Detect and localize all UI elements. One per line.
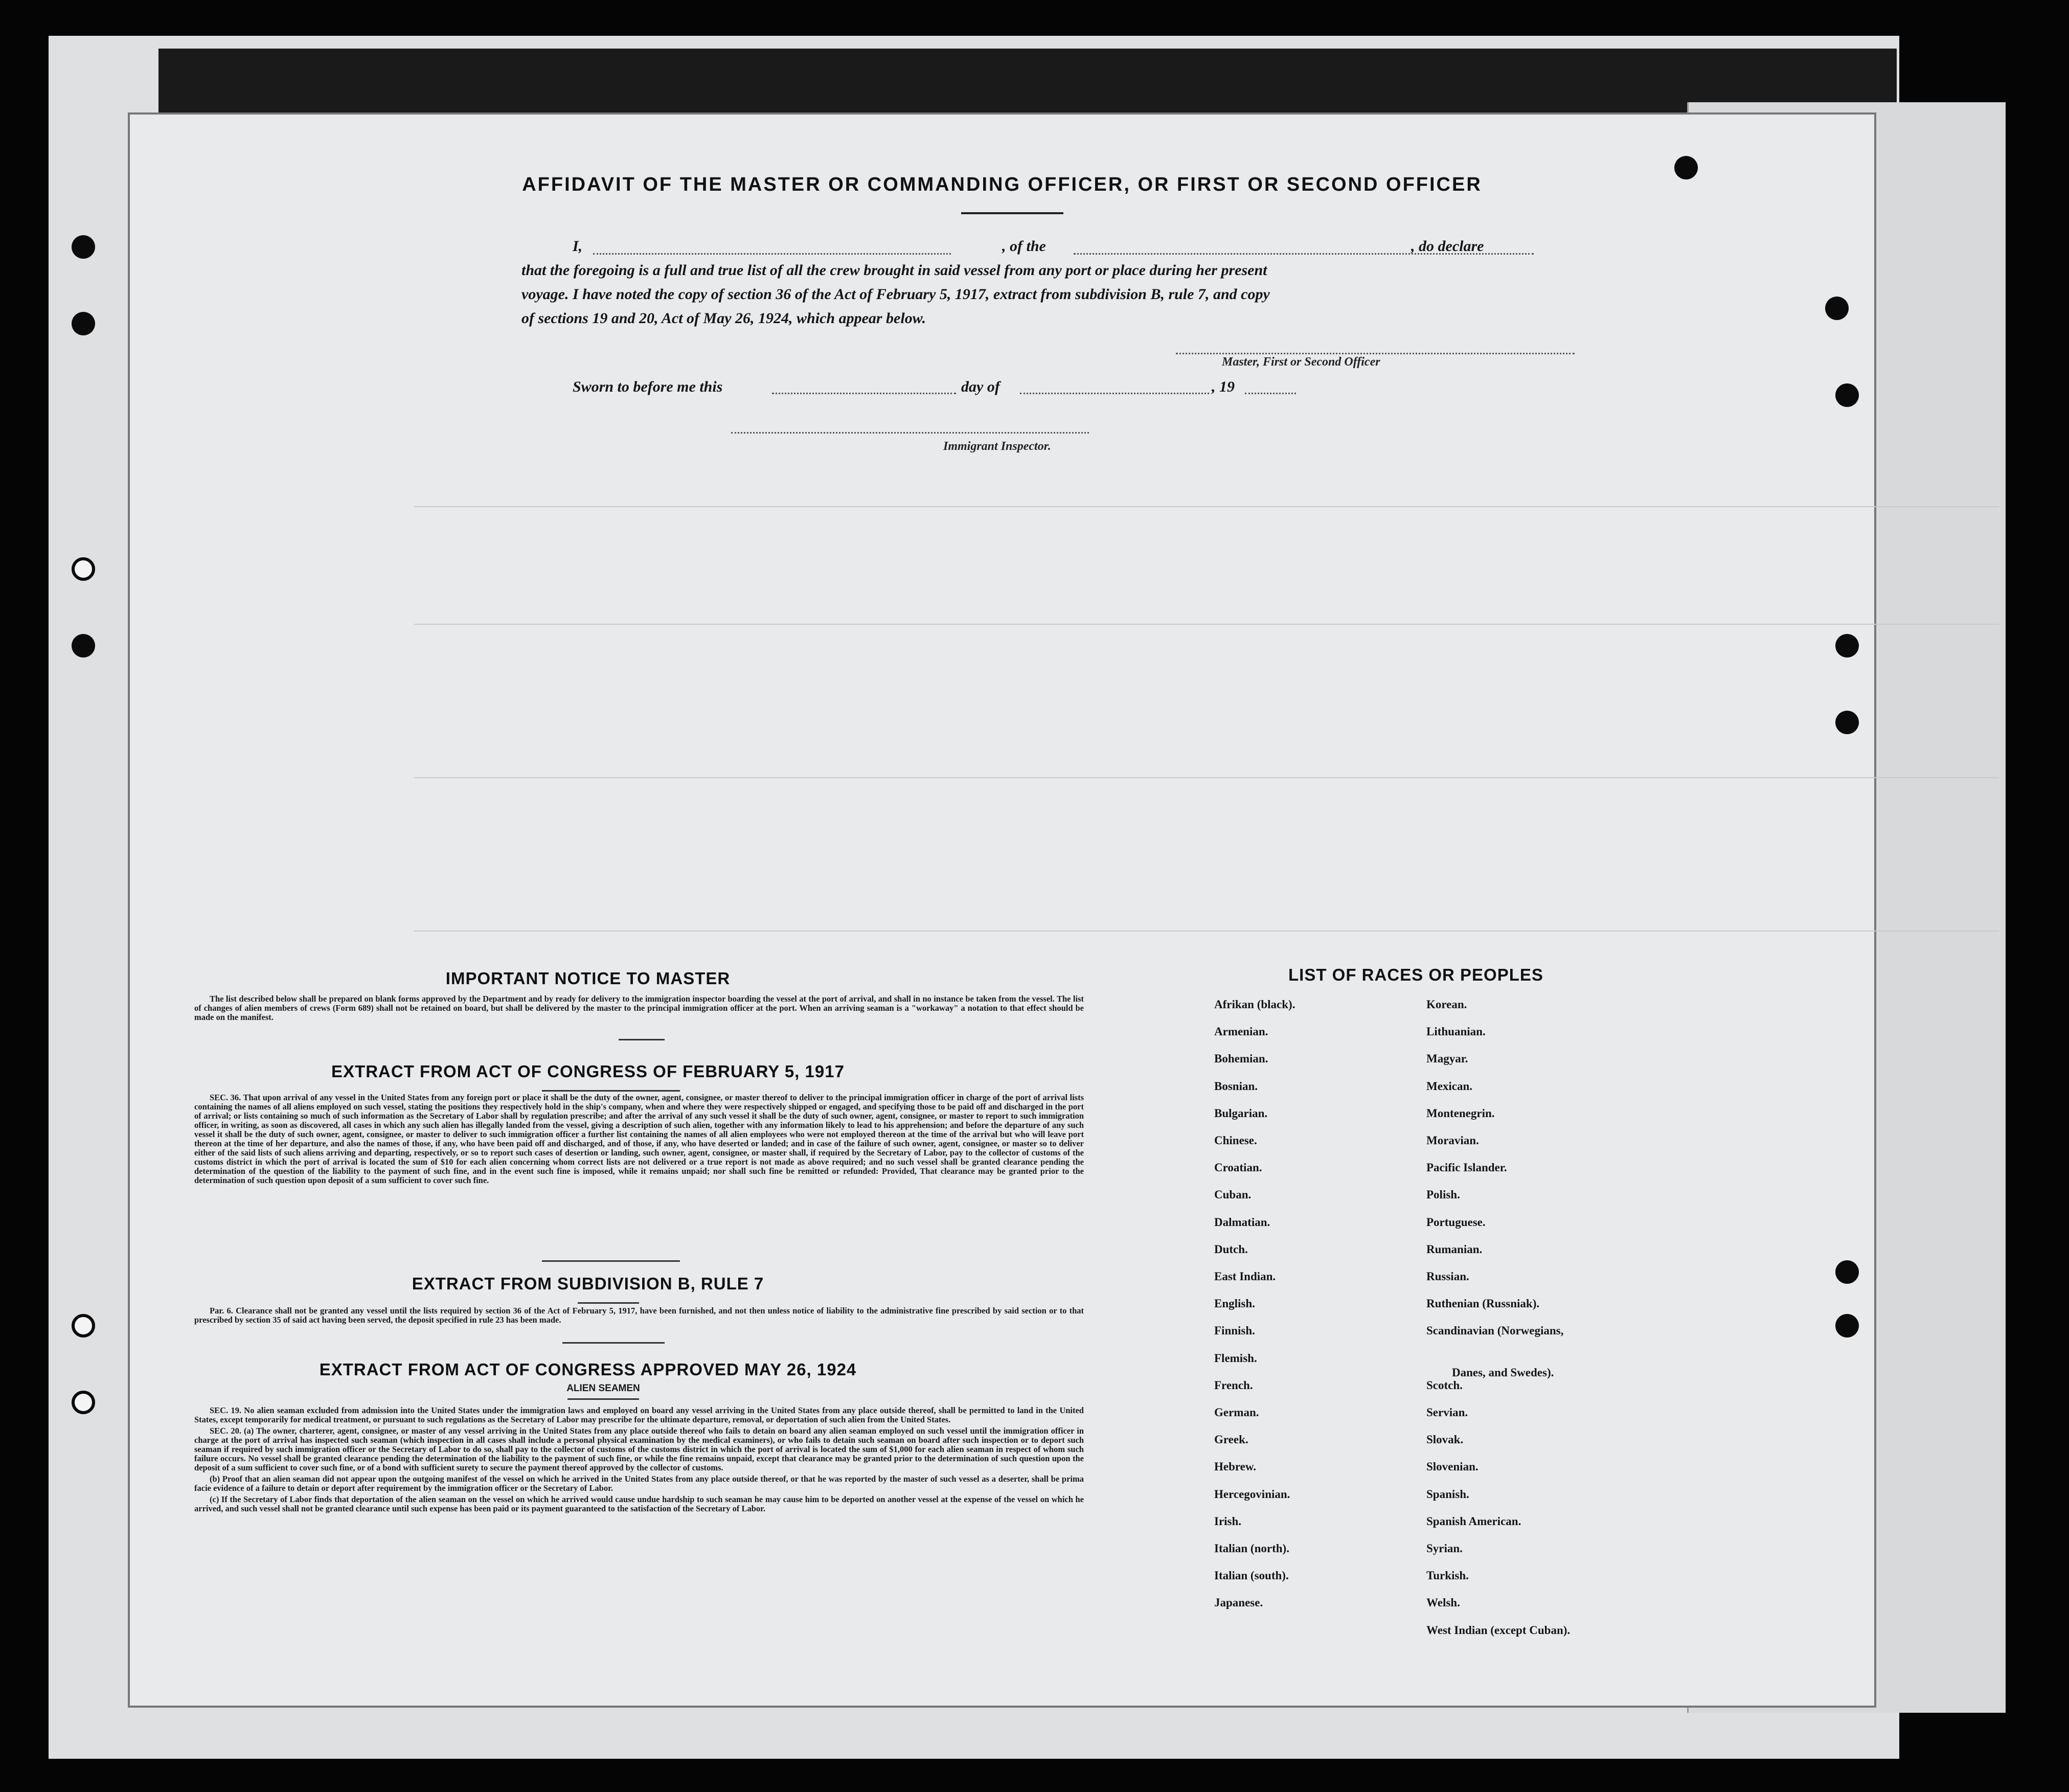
race-item: Afrikan (black). bbox=[1214, 998, 1295, 1011]
section-divider bbox=[619, 1039, 665, 1040]
rule7-text: Par. 6. Clearance shall not be granted any vessel until the lists required by section 36 of the Act of February 5, 1917, have been furnished, and not then unless notice of liability to the administrative fine prescribed by said section or to that prescribed by section 35 of said act having been served, the deposit specified in rule 23 has been made. bbox=[194, 1306, 1084, 1325]
race-item: Welsh. bbox=[1426, 1596, 1460, 1609]
race-item: Dalmatian. bbox=[1214, 1215, 1270, 1229]
affidavit-of-the: , of the bbox=[1002, 238, 1046, 255]
section-divider bbox=[562, 1342, 665, 1344]
sworn-day-label: day of bbox=[961, 378, 1000, 395]
race-item: Servian. bbox=[1426, 1406, 1468, 1419]
binder-hole-icon bbox=[72, 235, 95, 259]
race-item: German. bbox=[1214, 1406, 1259, 1419]
section-divider bbox=[542, 1090, 680, 1092]
race-item: Polish. bbox=[1426, 1188, 1460, 1201]
sworn-month-field[interactable] bbox=[1020, 393, 1209, 394]
section-divider bbox=[542, 1260, 680, 1262]
binder-hole-icon bbox=[1835, 1260, 1859, 1284]
race-item: Scandinavian (Norwegians, bbox=[1426, 1324, 1564, 1337]
race-item: Portuguese. bbox=[1426, 1215, 1486, 1229]
binder-hole-icon bbox=[72, 634, 95, 657]
title-rule bbox=[961, 212, 1063, 214]
race-item: Italian (north). bbox=[1214, 1542, 1289, 1555]
race-item: Italian (south). bbox=[1214, 1569, 1289, 1582]
sworn-year-field[interactable] bbox=[1245, 393, 1296, 394]
race-item: Bosnian. bbox=[1214, 1079, 1258, 1093]
notice-title: IMPORTANT NOTICE TO MASTER bbox=[445, 969, 731, 988]
race-item: Irish. bbox=[1214, 1514, 1242, 1528]
affidavit-line-2: that the foregoing is a full and true list of all the crew brought in said vessel from any port or place during her present bbox=[521, 262, 1267, 279]
races-title: LIST OF RACES OR PEOPLES bbox=[1288, 965, 1543, 984]
binder-hole-icon bbox=[1835, 634, 1859, 657]
name-field[interactable] bbox=[593, 253, 951, 255]
affidavit-declare: , do declare bbox=[1411, 238, 1484, 255]
race-item: Korean. bbox=[1426, 998, 1467, 1011]
race-item: Russian. bbox=[1426, 1270, 1469, 1283]
sworn-day-field[interactable] bbox=[772, 393, 956, 394]
race-item: Montenegrin. bbox=[1426, 1106, 1495, 1120]
affidavit-title: AFFIDAVIT OF THE MASTER OR COMMANDING OFFICER, OR FIRST OR SECOND OFFICER bbox=[522, 174, 1482, 195]
race-item: Ruthenian (Russniak). bbox=[1426, 1297, 1540, 1310]
race-item: Bulgarian. bbox=[1214, 1106, 1268, 1120]
affidavit-page bbox=[128, 112, 1876, 1708]
race-item: Japanese. bbox=[1214, 1596, 1263, 1609]
race-item: Pacific Islander. bbox=[1426, 1161, 1507, 1174]
race-item: Cuban. bbox=[1214, 1188, 1252, 1201]
affidavit-i: I, bbox=[573, 238, 583, 255]
race-item: Dutch. bbox=[1214, 1242, 1248, 1256]
notice-text: The list described below shall be prepared on blank forms approved by the Department and by ready for delivery to the immigration inspector boarding the vessel at the port of arrival, and shall in no instance be taken from the vessel. The list of changes of alien members of crews (Form 689) shall not be retained on board, but shall be delivered by the master to the principal immigration officer at the port. When an arriving seaman is a "workaway" a notation to that effect should be made on the manifest. bbox=[194, 994, 1084, 1022]
race-item: Danes, and Swedes). bbox=[1452, 1366, 1554, 1379]
affidavit-line-4: of sections 19 and 20, Act of May 26, 1924, which appear below. bbox=[521, 310, 926, 327]
race-item: Chinese. bbox=[1214, 1134, 1257, 1147]
race-item: Slovenian. bbox=[1426, 1460, 1479, 1473]
affidavit-line-3: voyage. I have noted the copy of section 36 of the Act of February 5, 1917, extract from subdivision B, rule 7, and copy bbox=[521, 286, 1270, 303]
race-item: Mexican. bbox=[1426, 1079, 1473, 1093]
sworn-prefix: Sworn to before me this bbox=[573, 378, 723, 395]
binder-hole-icon bbox=[1835, 1314, 1859, 1337]
binder-hole-icon bbox=[1835, 383, 1859, 407]
race-item: Moravian. bbox=[1426, 1134, 1479, 1147]
inspector-signature-field[interactable] bbox=[731, 432, 1089, 434]
section-divider bbox=[567, 1398, 639, 1400]
race-item: Bohemian. bbox=[1214, 1052, 1268, 1065]
master-caption: Master, First or Second Officer bbox=[1222, 355, 1380, 369]
race-item: English. bbox=[1214, 1297, 1255, 1310]
inspector-caption: Immigrant Inspector. bbox=[943, 440, 1051, 453]
race-item: Croatian. bbox=[1214, 1161, 1262, 1174]
binder-hole-icon bbox=[72, 1391, 95, 1414]
race-item: Magyar. bbox=[1426, 1052, 1468, 1065]
race-item: Spanish American. bbox=[1426, 1514, 1521, 1528]
race-item: West Indian (except Cuban). bbox=[1426, 1623, 1571, 1637]
extract-1917-text: SEC. 36. That upon arrival of any vessel in the United States from any foreign port or place it shall be the duty of the owner, agent, consignee, or master thereof to deliver to the principal immigration officer in charge of the port of arrival lists containing the names of all aliens employed on such vessel, stating the positions they respectively hold in the ship's company, when and where they were respectively shipped or engaged, and specifying those to be paid off and discharged in the port of arrival; or lists containing so much of such information as the Secretary of Labor shall by regulation prescribe; and after the arrival of any such vessel it shall be the duty of such owner, agent, consignee, or master to report to such immigration officer, in writing, as soon as discovered, all cases in which any such alien has illegally landed from the vessel, giving a description of such alien, together with any information likely to lead to his apprehension; and before the departure of any such vessel it shall be the duty of such owner, agent, consignee, or master to deliver to such immigration officer a further list containing the names of all alien employees who were not employed thereon at the time of the arrival but who will leave port thereon at the time of her departure, and also the names of those, if any, who have been paid off and discharged, and of those, if any, who have deserted or landed; and in case of the failure of such owner, agent, consignee, or master so to deliver either of the said lists of such aliens arriving and departing, respectively, or so to report such cases of desertion or landing, such owner, agent, consignee, or master shall, if required by the Secretary of Labor, pay to the collector of customs of the customs district in which the port of arrival is located the sum of $10 for each alien concerning whom correct lists are not delivered or a true report is not made as above required; and no such vessel shall be granted clearance pending the determination of the question of the liability to the payment of such fine, and in the event such fine is imposed, while it remains unpaid; nor shall such fine be remitted or refunded: Provided, That clearance may be granted prior to the determination of such question upon deposit of a sum sufficient to cover such fine. bbox=[194, 1093, 1084, 1185]
race-item: French. bbox=[1214, 1378, 1253, 1392]
alien-seamen-subtitle: ALIEN SEAMEN bbox=[566, 1383, 640, 1394]
extract-1924-title: EXTRACT FROM ACT OF CONGRESS APPROVED MAY 26, 1924 bbox=[319, 1360, 857, 1379]
race-item: Spanish. bbox=[1426, 1487, 1469, 1501]
race-item: Scotch. bbox=[1426, 1378, 1463, 1392]
race-item: Slovak. bbox=[1426, 1433, 1464, 1446]
extract-1917-title: EXTRACT FROM ACT OF CONGRESS OF FEBRUARY 5, 1917 bbox=[331, 1062, 845, 1081]
race-item: Finnish. bbox=[1214, 1324, 1255, 1337]
binder-hole-icon bbox=[72, 557, 95, 581]
race-item: Greek. bbox=[1214, 1433, 1248, 1446]
race-item: Lithuanian. bbox=[1426, 1025, 1486, 1038]
master-signature-field[interactable] bbox=[1176, 353, 1575, 354]
race-item: Flemish. bbox=[1214, 1351, 1257, 1365]
extract-1924-text: SEC. 19. No alien seaman excluded from admission into the United States under the immigration laws and employed on board any vessel arriving in the United States from any place outside thereof, shall be permitted to land in the United States, except temporarily for medical treatment, or pursuant to such regulations as the Secretary of Labor may prescribe for the ultimate departure, removal, or deportation of such alien from the United States. SEC. 20. (a) The owner, charterer, agent, consignee, or master of any vessel arriving in the United States from any place outside thereof who fails to detain on board any alien seaman employed on such vessel until the immigration officer in charge at the port of arrival has inspected such seaman (which inspection in all cases shall include a personal physical examination by the medical examiners), or who fails to detain such seaman on board after such inspection or to deport such seaman if required by such immigration officer or the Secretary of Labor to do so, shall pay to the collector of customs of the customs district in which the port of arrival is located the sum of $1,000 for each alien seaman in respect of whom such failure occurs. No vessel shall be granted clearance pending the determination of the liability to the payment of such fine, or while the fine remains unpaid, except that clearance may be granted prior to the determination of such question upon the deposit of a sum sufficient to cover such fine, or of a bond with sufficient surety to secure the payment thereof approved by the collector of customs. (b) Proof that an alien seaman did not appear upon the outgoing manifest of the vessel on which he arrived in the United States from any place outside thereof, or that he was reported by the master of such vessel as a deserter, shall be prima facie evidence of a failure to detain or deport after requirement by the immigration officer or the Secretary of Labor. (c) If the Secretary of Labor finds that deportation of the alien seaman on the vessel on which he arrived would cause undue hardship to such seaman he may cause him to be deported on another vessel at the expense of the vessel on which he arrived, and such vessel shall not be granted clearance until such expense has been paid or its payment guaranteed to the satisfaction of the Secretary of Labor. bbox=[194, 1405, 1084, 1513]
binder-hole-icon bbox=[72, 312, 95, 335]
race-item: Turkish. bbox=[1426, 1569, 1469, 1582]
race-item: Syrian. bbox=[1426, 1542, 1463, 1555]
section-divider bbox=[578, 1302, 639, 1304]
binder-hole-icon bbox=[1835, 711, 1859, 734]
race-item: Hercegovinian. bbox=[1214, 1487, 1290, 1501]
binder-hole-icon bbox=[1825, 297, 1849, 320]
binder-hole-icon bbox=[72, 1314, 95, 1337]
rule7-title: EXTRACT FROM SUBDIVISION B, RULE 7 bbox=[412, 1274, 764, 1293]
race-item: East Indian. bbox=[1214, 1270, 1276, 1283]
race-item: Armenian. bbox=[1214, 1025, 1268, 1038]
race-item: Hebrew. bbox=[1214, 1460, 1256, 1473]
race-item: Rumanian. bbox=[1426, 1242, 1483, 1256]
sworn-year: , 19 bbox=[1212, 378, 1235, 395]
